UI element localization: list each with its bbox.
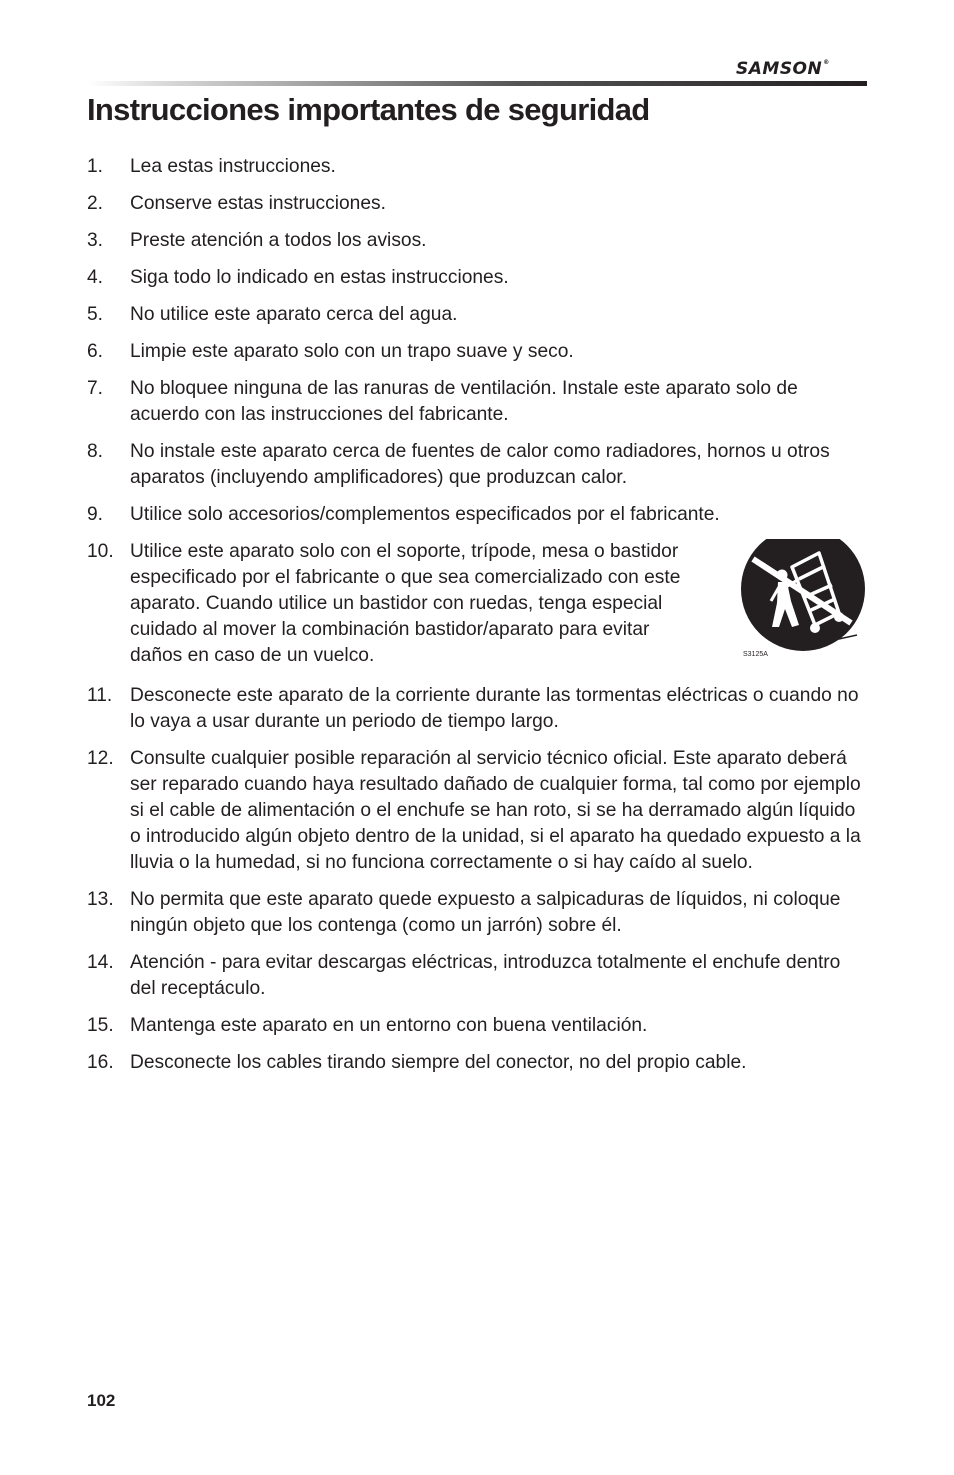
list-item [87,950,867,1002]
cart-tip-over-warning-icon [739,539,865,657]
item-number: 5. [87,304,104,325]
item-text: Desconecte los cables tirando siempre del conector, no del propio cable. [130,1052,747,1073]
logo-text: SAMSON [736,59,823,79]
list-item [87,265,867,291]
item-number: 2. [87,193,104,214]
item-text: Mantenga este aparato en un entorno con buena ventilación. [130,1015,648,1036]
list-item [87,1013,867,1039]
item-number: 12. [87,748,114,769]
item-text: Limpie este aparato solo con un trapo suave y seco. [130,341,574,362]
item-text: No bloquee ninguna de las ranuras de ventilación. Instale este aparato solo de acuerdo con las instrucciones del fabricante. [130,378,798,425]
item-number: 16. [87,1052,114,1073]
item-text: Conserve estas instrucciones. [130,193,386,214]
item-text: Lea estas instrucciones. [130,156,336,177]
item-number: 9. [87,504,104,525]
list-item [87,339,867,365]
list-item [87,191,867,217]
list-item [87,1050,867,1076]
list-item [87,683,867,735]
item-text: Preste atención a todos los avisos. [130,230,427,251]
item-text: No permita que este aparato quede expuesto a salpicaduras de líquidos, ni coloque ningún objeto que los contenga (como un jarrón) sobre él. [130,889,841,936]
item-number: 1. [87,156,104,177]
item-number: 3. [87,230,104,251]
samson-logo [736,59,830,79]
item-number: 15. [87,1015,114,1036]
item-number: 10. [87,541,114,562]
item-text: Siga todo lo indicado en estas instrucciones. [130,267,509,288]
safety-instructions-list [87,154,867,1087]
item-text: No instale este aparato cerca de fuentes de calor como radiadores, hornos u otros aparatos (incluyendo amplificadores) que produzcan calor. [130,441,830,488]
item-number: 8. [87,441,104,462]
item-number: 11. [87,685,113,706]
item-text: Consulte cualquier posible reparación al servicio técnico oficial. Este aparato deberá ser reparado cuando haya resultado dañado de cualquier forma, tal como por ejemplo si el cable de alimentación o el enchufe se han roto, si se ha derramado algún líquido o introducido algún objeto dentro de la unidad, si el aparato ha quedado expuesto a la lluvia o la humedad, si no funciona correctamente o si hay caído al suelo. [130,748,861,873]
list-item [87,154,867,180]
header-rule [87,81,867,86]
item-number: 7. [87,378,104,399]
item-text: No utilice este aparato cerca del agua. [130,304,458,325]
figure-code: S3125A [743,651,768,657]
list-item [87,502,867,528]
item-text: Atención - para evitar descargas eléctricas, introduzca totalmente el enchufe dentro del receptáculo. [130,952,841,999]
item-number: 13. [87,889,114,910]
list-item [87,439,867,491]
item-text: Utilice este aparato solo con el soporte, trípode, mesa o bastidor especificado por el fabricante o que sea comercializado con este aparato. Cuando utilice un bastidor con ruedas, tenga especial cuidado al mover la combinación bastidor/aparato para evitar daños en caso de un vuelco. [130,541,681,666]
item-number: 6. [87,341,104,362]
list-item [87,539,867,669]
list-item [87,887,867,939]
item-number: 14. [87,952,114,973]
list-item [87,228,867,254]
page-title: Instrucciones importantes de seguridad [87,92,650,127]
list-item [87,302,867,328]
list-item [87,376,867,428]
logo-registered-mark: ® [823,59,830,66]
item-text: Desconecte este aparato de la corriente durante las tormentas eléctricas o cuando no lo vaya a usar durante un periodo de tiempo largo. [130,685,859,732]
item-text: Utilice solo accesorios/complementos especificados por el fabricante. [130,504,720,525]
item-number: 4. [87,267,104,288]
list-item [87,746,867,876]
page-number: 102 [87,1391,116,1410]
